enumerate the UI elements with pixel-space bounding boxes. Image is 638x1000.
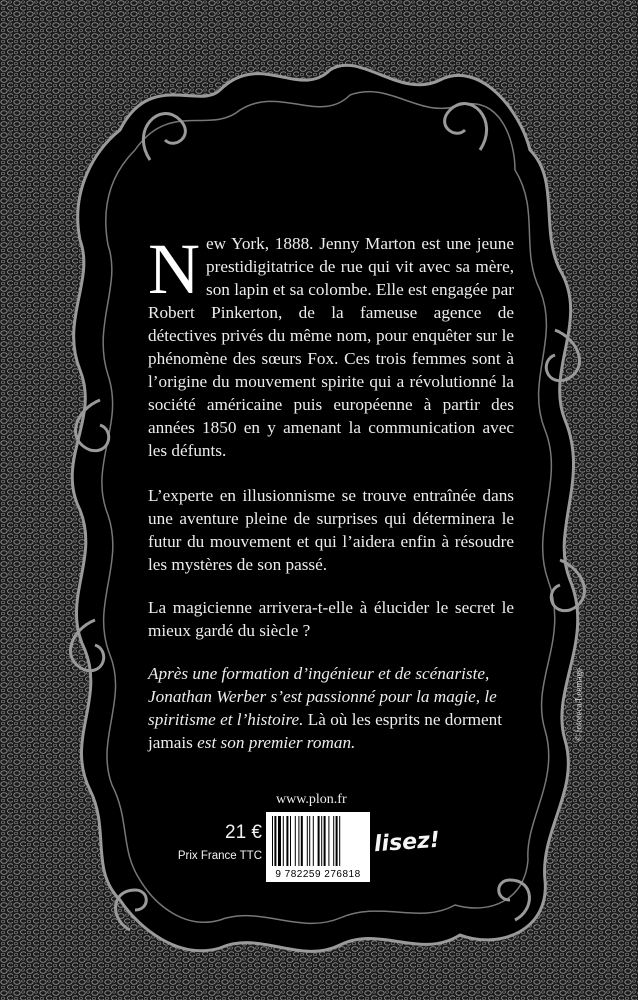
blurb-paragraph-2: L’experte en illusionnisme se trouve entraînée dans une aventure pleine de surprises qui déterminera le futur du mouvement et qui l’aidera enfin à résoudre les mystères de son passé.	[148, 486, 514, 574]
book-title: Là où les esprits ne dorment jamais	[148, 710, 503, 752]
barcode-bar	[272, 816, 273, 866]
barcode-bar	[324, 816, 326, 866]
barcode-bar	[301, 816, 303, 866]
barcode-bar	[274, 816, 276, 866]
barcode-bar	[298, 816, 299, 866]
barcode-bars	[272, 816, 364, 866]
author-bio-part-1: Après une formation d’ingénieur et de scénariste, Jonathan Werber s’est passionné pour la magie, le spiritisme et l’histoire.	[148, 664, 497, 729]
blurb-paragraph-1: ew York, 1888. Jenny Marton est une jeune prestidigitatrice de rue qui vit avec sa mère, son lapin et sa colombe. Elle est engagée par Robert Pinkerton, de la fameuse agence de détectives privés du même nom, pour enquêter sur le phénomène des sœurs Fox. Ces trois femmes sont à l’origine du mouvement spirite qui a révolutionné la société américaine puis européenne à partir des années 1850 en y amenant la communication avec les défunts.	[148, 234, 514, 460]
blurb-paragraph-3: La magicienne arrivera-t-elle à élucider le secret le mieux gardé du siècle ?	[148, 598, 514, 640]
lisez-logo: lisez!	[373, 827, 441, 858]
barcode-bar	[286, 816, 288, 866]
barcode-bar	[278, 816, 281, 866]
drop-cap: N	[148, 229, 200, 309]
isbn-number: 9 782259 276818	[275, 869, 361, 880]
author-bio	[148, 662, 514, 754]
barcode-bar	[283, 816, 284, 866]
barcode-bar	[339, 816, 340, 866]
back-cover-blurb	[148, 229, 514, 754]
barcode-bar	[309, 816, 310, 866]
barcode-bar	[333, 816, 334, 866]
barcode-bar	[336, 816, 338, 866]
barcode-bar	[328, 816, 329, 866]
barcode-bar	[295, 816, 296, 866]
author-bio-part-2: est son premier roman.	[197, 733, 356, 752]
barcode-bar	[307, 816, 308, 866]
barcode-bar	[321, 816, 322, 866]
photo-credit: © fototeca/Leemage	[574, 668, 584, 742]
barcode-bar	[290, 816, 291, 866]
price-label: Prix France TTC	[177, 850, 262, 862]
isbn-barcode	[266, 812, 370, 882]
price-amount: 21 €	[225, 822, 262, 843]
price-block	[178, 822, 262, 862]
barcode-bar	[313, 816, 314, 866]
publisher-website: www.plon.fr	[276, 792, 347, 807]
barcode-bar	[318, 816, 320, 866]
